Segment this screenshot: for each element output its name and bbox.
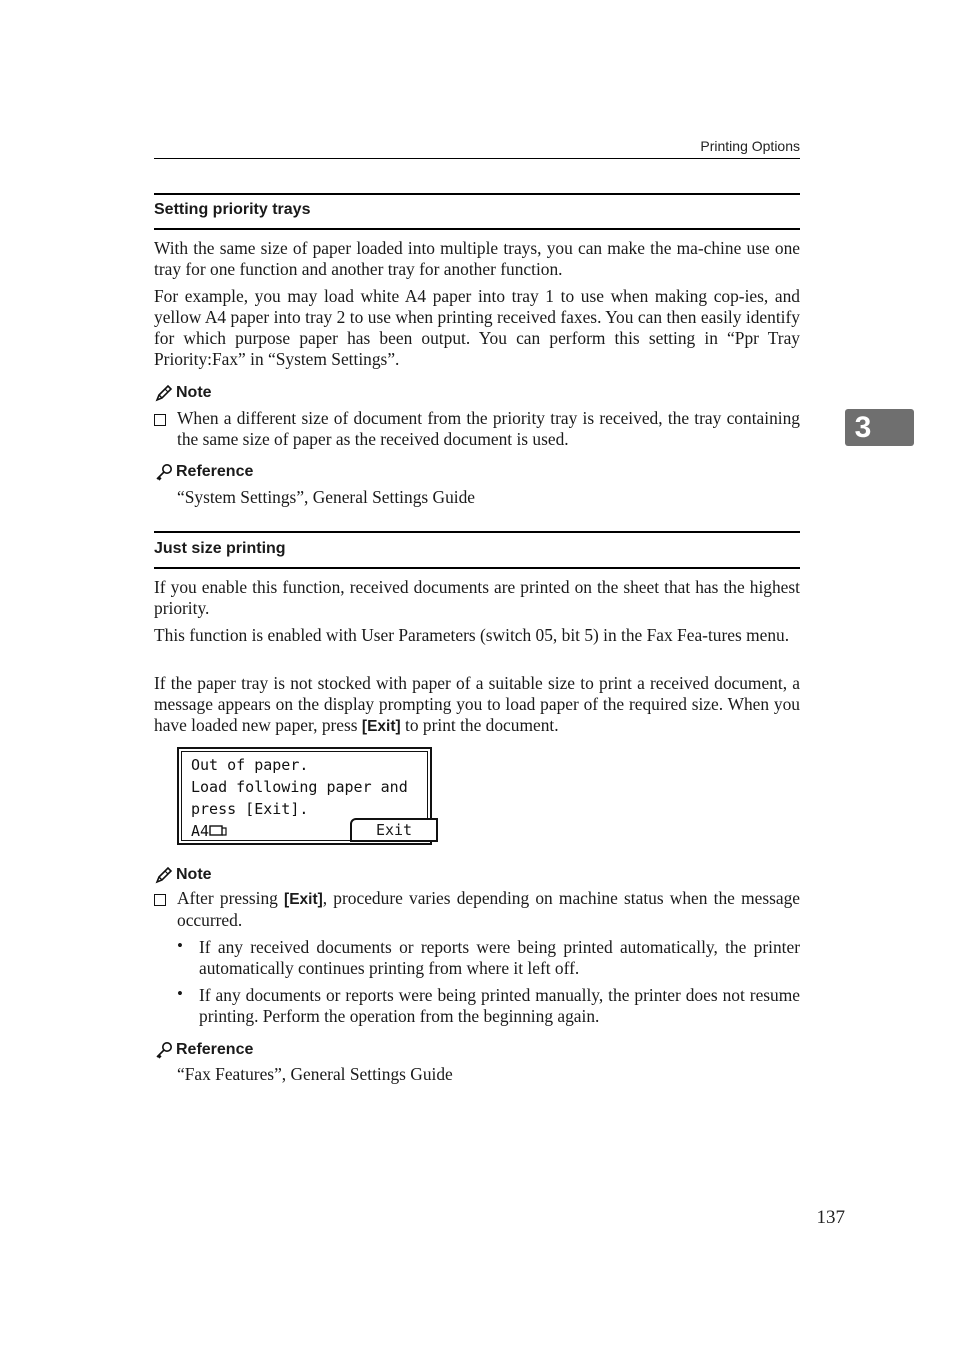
reference-label: Reference <box>176 1041 254 1058</box>
checkbox-bullet-icon <box>154 414 166 426</box>
list-item: If any received documents or reports were being printed automatically, the printer automatically continues printing from where it left off. <box>199 937 800 978</box>
lcd-paper-size-text: A4 <box>191 822 210 840</box>
section-title-just-size: Just size printing <box>154 540 286 557</box>
paper-orientation-icon <box>209 824 227 837</box>
list-item: If any documents or reports were being printed manually, the printer does not resume printing. Perform the operation from the beginning again. <box>199 985 800 1026</box>
lcd-line: press [Exit]. <box>191 800 309 818</box>
key-icon <box>154 1040 174 1060</box>
exit-key-label: [Exit] <box>284 891 323 908</box>
section-rule-bottom <box>154 228 800 230</box>
section-title-priority-trays: Setting priority trays <box>154 201 311 218</box>
chapter-number: 3 <box>854 411 872 444</box>
note-item-text: , procedure varies depending on machine status when the message occurred. <box>177 888 800 930</box>
paragraph-text: to print the document. <box>400 715 559 735</box>
key-icon <box>154 462 174 482</box>
section-rule-top <box>154 193 800 195</box>
lcd-line: Out of paper. <box>191 756 309 774</box>
header-rule <box>154 158 800 159</box>
paragraph: With the same size of paper loaded into multiple trays, you can make the ma-chine use one tray for one function and another tray for another function. <box>154 238 800 279</box>
paragraph-text: If the paper tray is not stocked with paper of a suitable size to print a received document, a message appears on the display prompting you to load paper of the required size. When you have loaded new paper, press <box>154 673 800 735</box>
reference-text: “System Settings”, General Settings Guide <box>177 487 476 507</box>
note-item <box>177 888 800 931</box>
paragraph: This function is enabled with User Parameters (switch 05, bit 5) in the Fax Fea-tures menu. <box>154 625 790 645</box>
chapter-tab <box>845 409 914 446</box>
running-header: Printing Options <box>700 138 800 154</box>
note-label: Note <box>176 384 212 401</box>
exit-key-label: [Exit] <box>361 718 401 735</box>
reference-label: Reference <box>176 463 254 480</box>
note-item: When a different size of document from the priority tray is received, the tray containing the same size of paper as the received document is used. <box>177 408 800 449</box>
bullet-dot: • <box>177 984 183 1003</box>
paragraph: For example, you may load white A4 paper into tray 1 to use when making cop-ies, and yellow A4 paper into tray 2 to use when printing received faxes. You can then easily identify for which purpose paper has been output. You can perform this setting in “Ppr Tray Priority:Fax” in “System Settings”. <box>154 286 800 369</box>
note-heading <box>154 865 212 885</box>
note-item-text: After pressing <box>177 888 285 908</box>
lcd-paper-size <box>191 822 227 840</box>
page-number: 137 <box>816 1207 845 1228</box>
section-rule-bottom <box>154 567 800 569</box>
lcd-exit-button[interactable]: Exit <box>350 818 438 842</box>
section-rule-top <box>154 531 800 533</box>
note-label: Note <box>176 866 212 883</box>
paragraph: If you enable this function, received documents are printed on the sheet that has the highest priority. <box>154 577 800 618</box>
lcd-line: Load following paper and <box>191 778 408 796</box>
reference-heading <box>154 1040 253 1060</box>
paragraph <box>154 673 800 737</box>
checkbox-bullet-icon <box>154 894 166 906</box>
pencil-icon <box>154 865 174 885</box>
note-heading <box>154 383 212 403</box>
lcd-display <box>177 747 432 845</box>
reference-text: “Fax Features”, General Settings Guide <box>177 1064 453 1084</box>
lcd-screen <box>181 751 428 841</box>
pencil-icon <box>154 383 174 403</box>
bullet-dot: • <box>177 936 183 955</box>
reference-heading <box>154 462 253 482</box>
